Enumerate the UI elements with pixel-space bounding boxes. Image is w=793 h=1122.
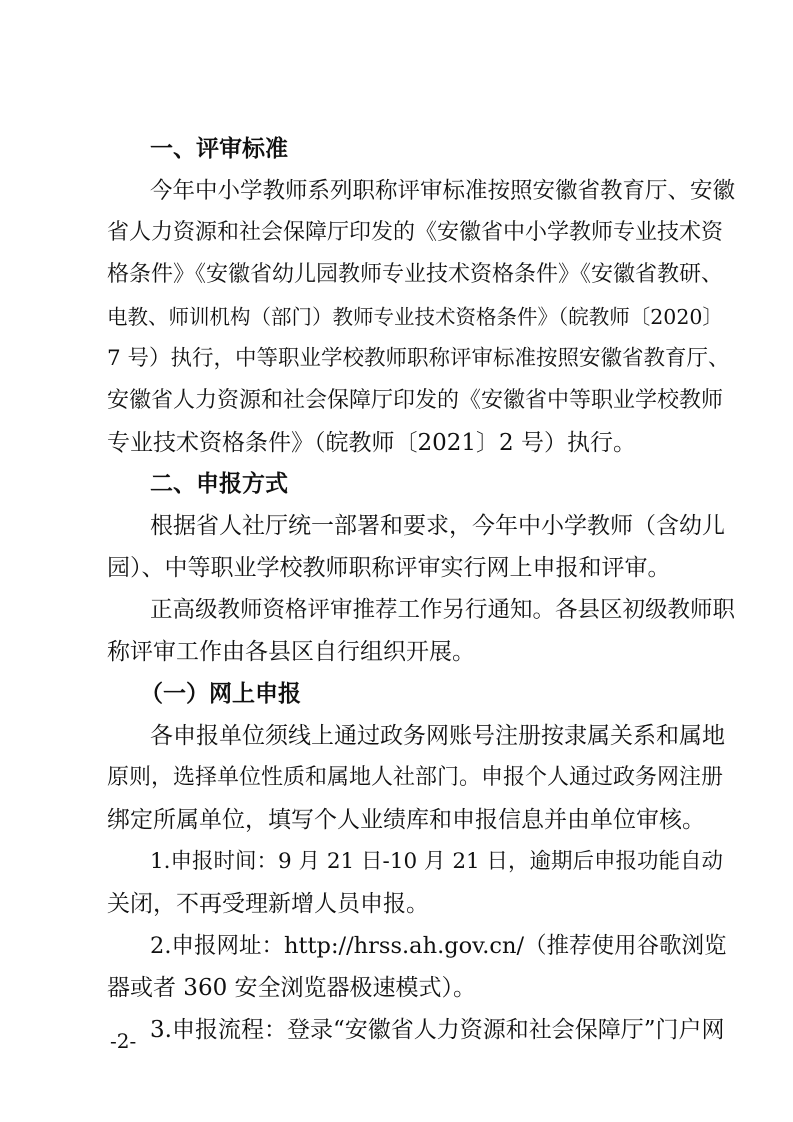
- paragraph-line: 器或者 360 安全浏览器极速模式）。: [107, 975, 477, 1001]
- paragraph-line: 3.申报流程：登录“安徽省人力资源和社会保障厅”门户网: [150, 1017, 725, 1043]
- paragraph-line: 关闭，不再受理新增人员申报。: [107, 891, 429, 917]
- paragraph-line: 1.申报时间：9 月 21 日-10 月 21 日，逾期后申报功能自动: [150, 849, 724, 874]
- paragraph-line: 正高级教师资格评审推荐工作另行通知。各县区初级教师职: [150, 597, 736, 623]
- paragraph-line: 7 号）执行，中等职业学校教师职称评审标准按照安徽省教育厅、: [107, 346, 730, 371]
- paragraph-line: 绑定所属单位，填写个人业绩库和申报信息并由单位审核。: [107, 807, 705, 833]
- paragraph-line: 专业技术资格条件》（皖教师〔2021〕2 号）执行。: [107, 430, 636, 456]
- paragraph-line: 格条件》《安徽省幼儿园教师专业技术资格条件》《安徽省教研、: [107, 262, 724, 287]
- subsection-heading-online-application: （一）网上申报: [140, 681, 301, 707]
- paragraph-line: 省人力资源和社会保障厅印发的《安徽省中小学教师专业技术资: [107, 220, 724, 245]
- paragraph-line: 称评审工作由各县区自行组织开展。: [107, 639, 475, 665]
- paragraph-line: 各申报单位须线上通过政务网账号注册按隶属关系和属地: [150, 723, 725, 749]
- paragraph-line: 根据省人社厅统一部署和要求，今年中小学教师（含幼儿: [150, 513, 725, 539]
- section-heading-application-method: 二、申报方式: [150, 471, 288, 497]
- paragraph-line: 园）、中等职业学校教师职称评审实行网上申报和评审。: [107, 555, 671, 581]
- paragraph-line: 原则，选择单位性质和属地人社部门。申报个人通过政务网注册: [107, 765, 724, 790]
- paragraph-line: 电教、师训机构（部门）教师专业技术资格条件》（皖教师〔2020〕: [107, 305, 723, 329]
- page-number: -2-: [110, 1029, 137, 1053]
- paragraph-line: 安徽省人力资源和社会保障厅印发的《安徽省中等职业学校教师: [107, 388, 724, 413]
- paragraph-line: 2.申报网址：http://hrss.ah.gov.cn/（推荐使用谷歌浏览: [150, 933, 727, 959]
- section-heading-review-standard: 一、评审标准: [150, 136, 288, 162]
- paragraph-line: 今年中小学教师系列职称评审标准按照安徽省教育厅、安徽: [150, 178, 736, 204]
